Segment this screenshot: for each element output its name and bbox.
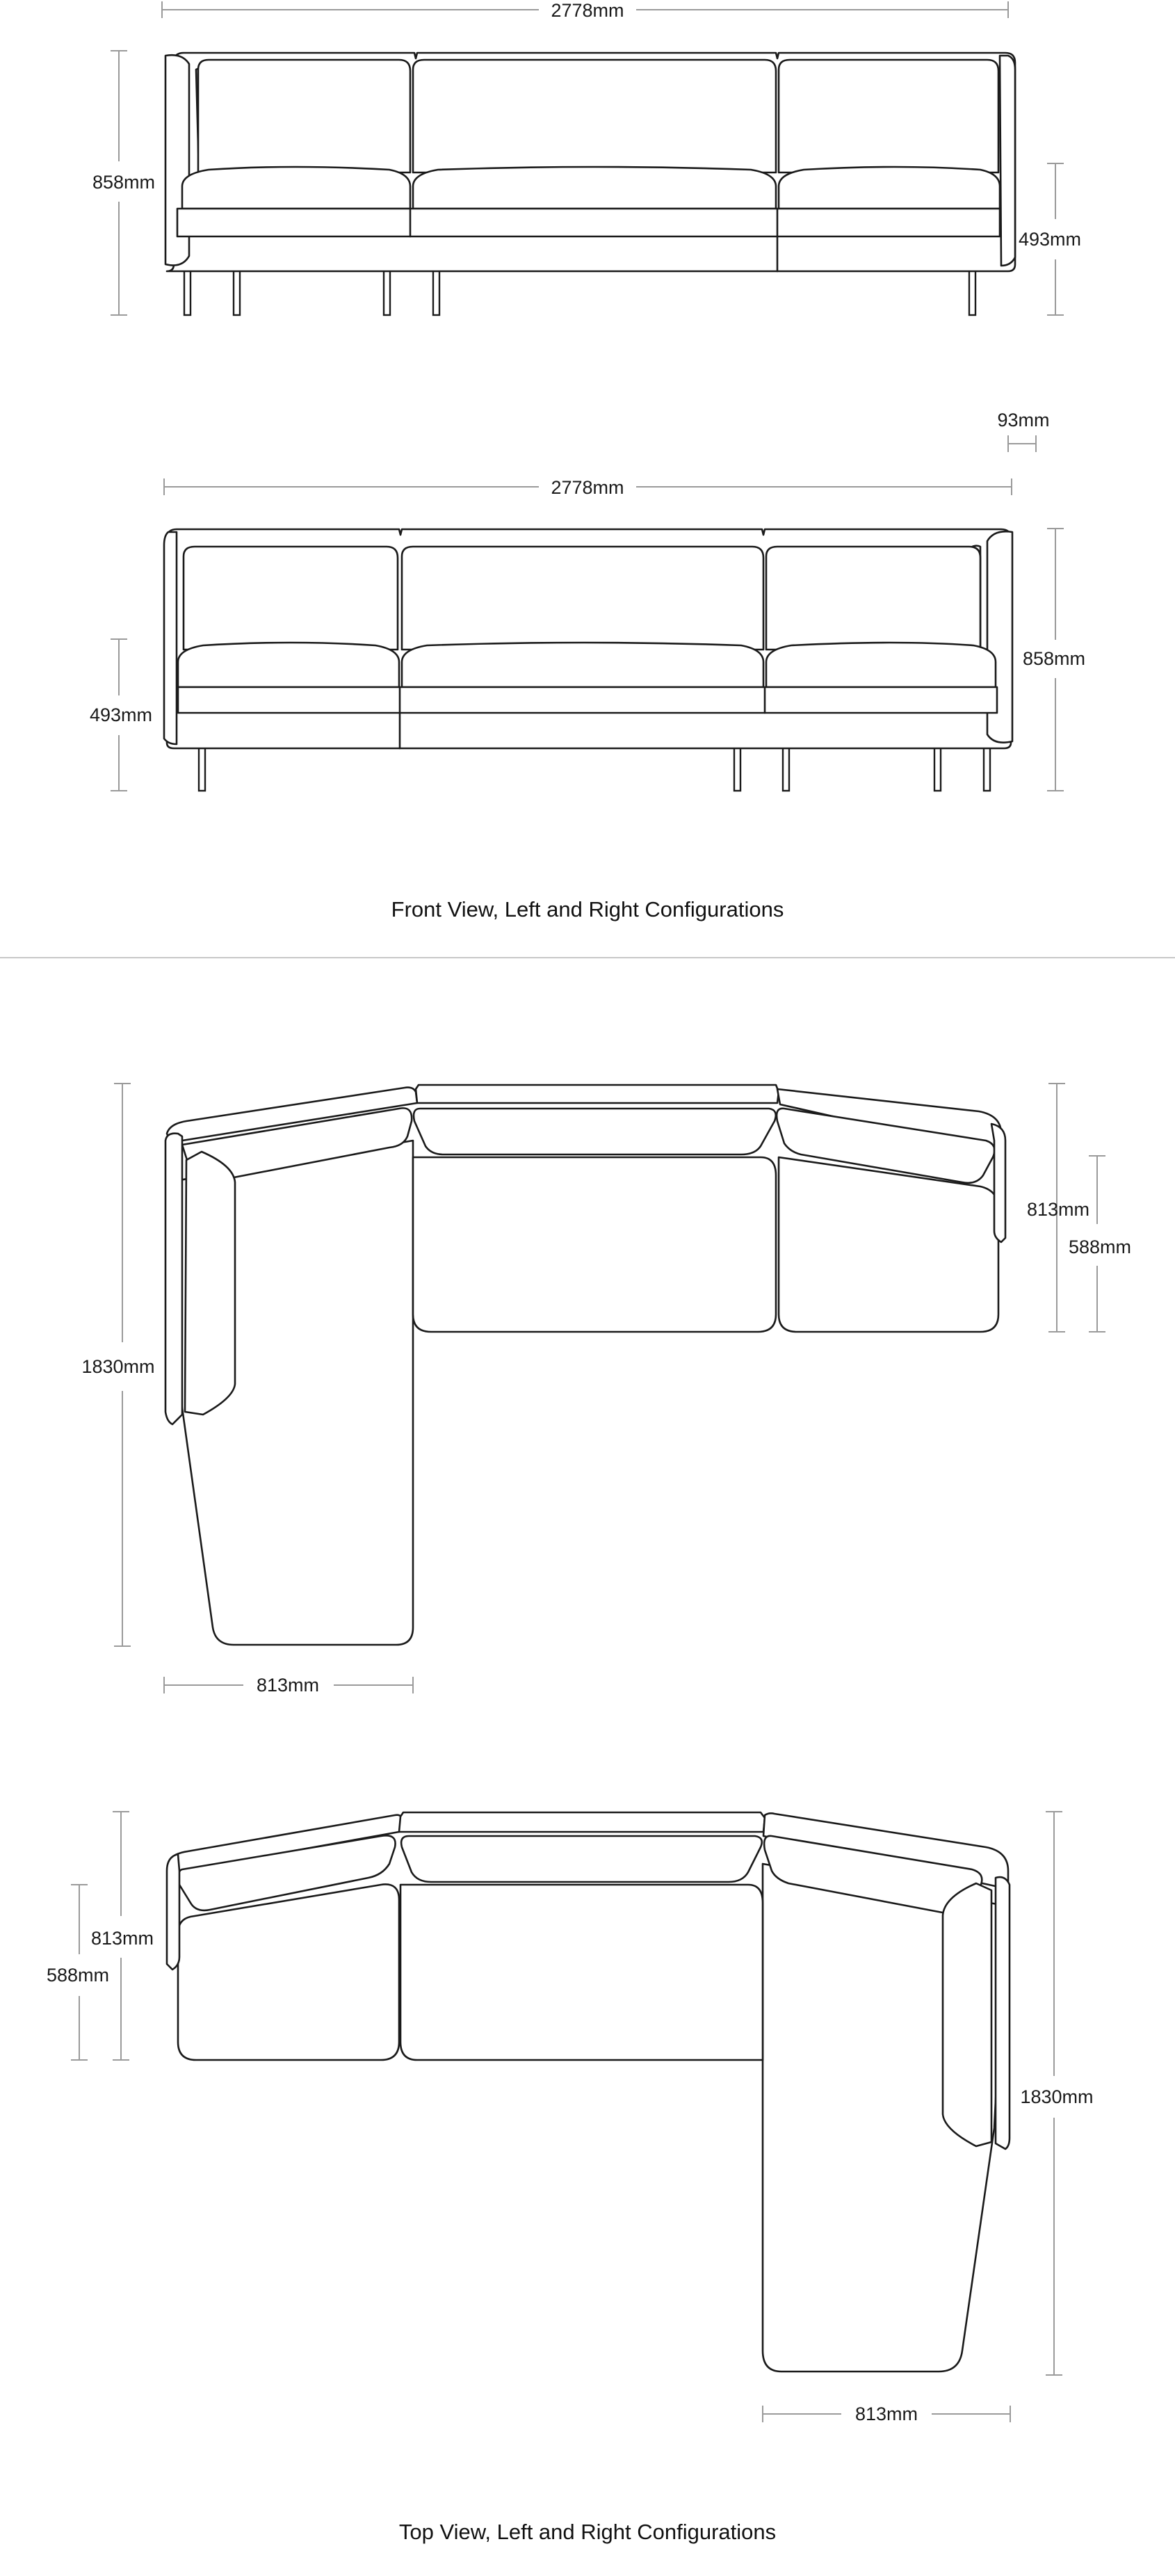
seat-cushion bbox=[402, 643, 763, 687]
back-cushion bbox=[184, 547, 398, 650]
seat-depth-label: 588mm bbox=[1068, 1237, 1132, 1257]
top-view-caption: Top View, Left and Right Configurations bbox=[398, 2520, 777, 2544]
back-frame bbox=[416, 1085, 779, 1103]
chaise-width-label: 813mm bbox=[256, 1675, 320, 1696]
end-panel bbox=[167, 1854, 179, 1970]
seat-cushion bbox=[178, 1884, 399, 2060]
front-view-right-config bbox=[90, 410, 1085, 791]
back-cushion bbox=[402, 547, 763, 650]
top-view-right-config bbox=[47, 1812, 1094, 2424]
overall-height-label: 858mm bbox=[92, 172, 156, 193]
chaise-width-label: 813mm bbox=[854, 2404, 918, 2424]
front-view-left-config bbox=[92, 0, 1081, 315]
arm-panel bbox=[165, 1134, 182, 1424]
seat-cushion bbox=[779, 1157, 998, 1332]
seat-cushion bbox=[182, 167, 410, 209]
back-cushion bbox=[414, 1109, 776, 1154]
sofa-base bbox=[178, 687, 997, 713]
top-view-left-config bbox=[81, 1084, 1131, 1696]
seat-height-label: 493mm bbox=[89, 705, 153, 725]
arm-panel bbox=[996, 1877, 1010, 2149]
back-cushion bbox=[401, 1836, 762, 1882]
seat-cushion bbox=[178, 643, 399, 687]
back-cushion bbox=[413, 60, 776, 172]
overall-height-label: 858mm bbox=[1022, 648, 1086, 669]
arm-width-label: 93mm bbox=[997, 410, 1050, 430]
overall-width-label: 2778mm bbox=[551, 0, 624, 21]
arm-inner-panel bbox=[943, 1883, 991, 2146]
seat-height-label: 493mm bbox=[1018, 229, 1082, 250]
overall-depth-label: 1830mm bbox=[81, 1356, 155, 1377]
sofa-base bbox=[177, 209, 1000, 236]
sofa-depth-label: 813mm bbox=[1026, 1199, 1090, 1220]
back-frame bbox=[399, 1812, 765, 1832]
seat-cushion bbox=[766, 643, 996, 687]
sofa-depth-label: 813mm bbox=[90, 1928, 154, 1949]
end-panel bbox=[164, 532, 177, 744]
front-view-caption: Front View, Left and Right Configurations bbox=[391, 897, 784, 921]
back-cushion bbox=[779, 60, 998, 172]
arm-inner-panel bbox=[185, 1152, 235, 1415]
overall-depth-label: 1830mm bbox=[1020, 2086, 1094, 2107]
end-panel bbox=[991, 1124, 1005, 1242]
seat-cushion bbox=[400, 1885, 763, 2060]
seat-cushion bbox=[413, 167, 776, 209]
back-cushion bbox=[766, 547, 980, 650]
seat-depth-label: 588mm bbox=[46, 1965, 110, 1986]
seat-cushion bbox=[779, 167, 1000, 209]
overall-width-label: 2778mm bbox=[551, 477, 624, 498]
back-cushion bbox=[198, 60, 410, 172]
seat-cushion bbox=[413, 1157, 776, 1332]
end-panel bbox=[1000, 56, 1015, 266]
